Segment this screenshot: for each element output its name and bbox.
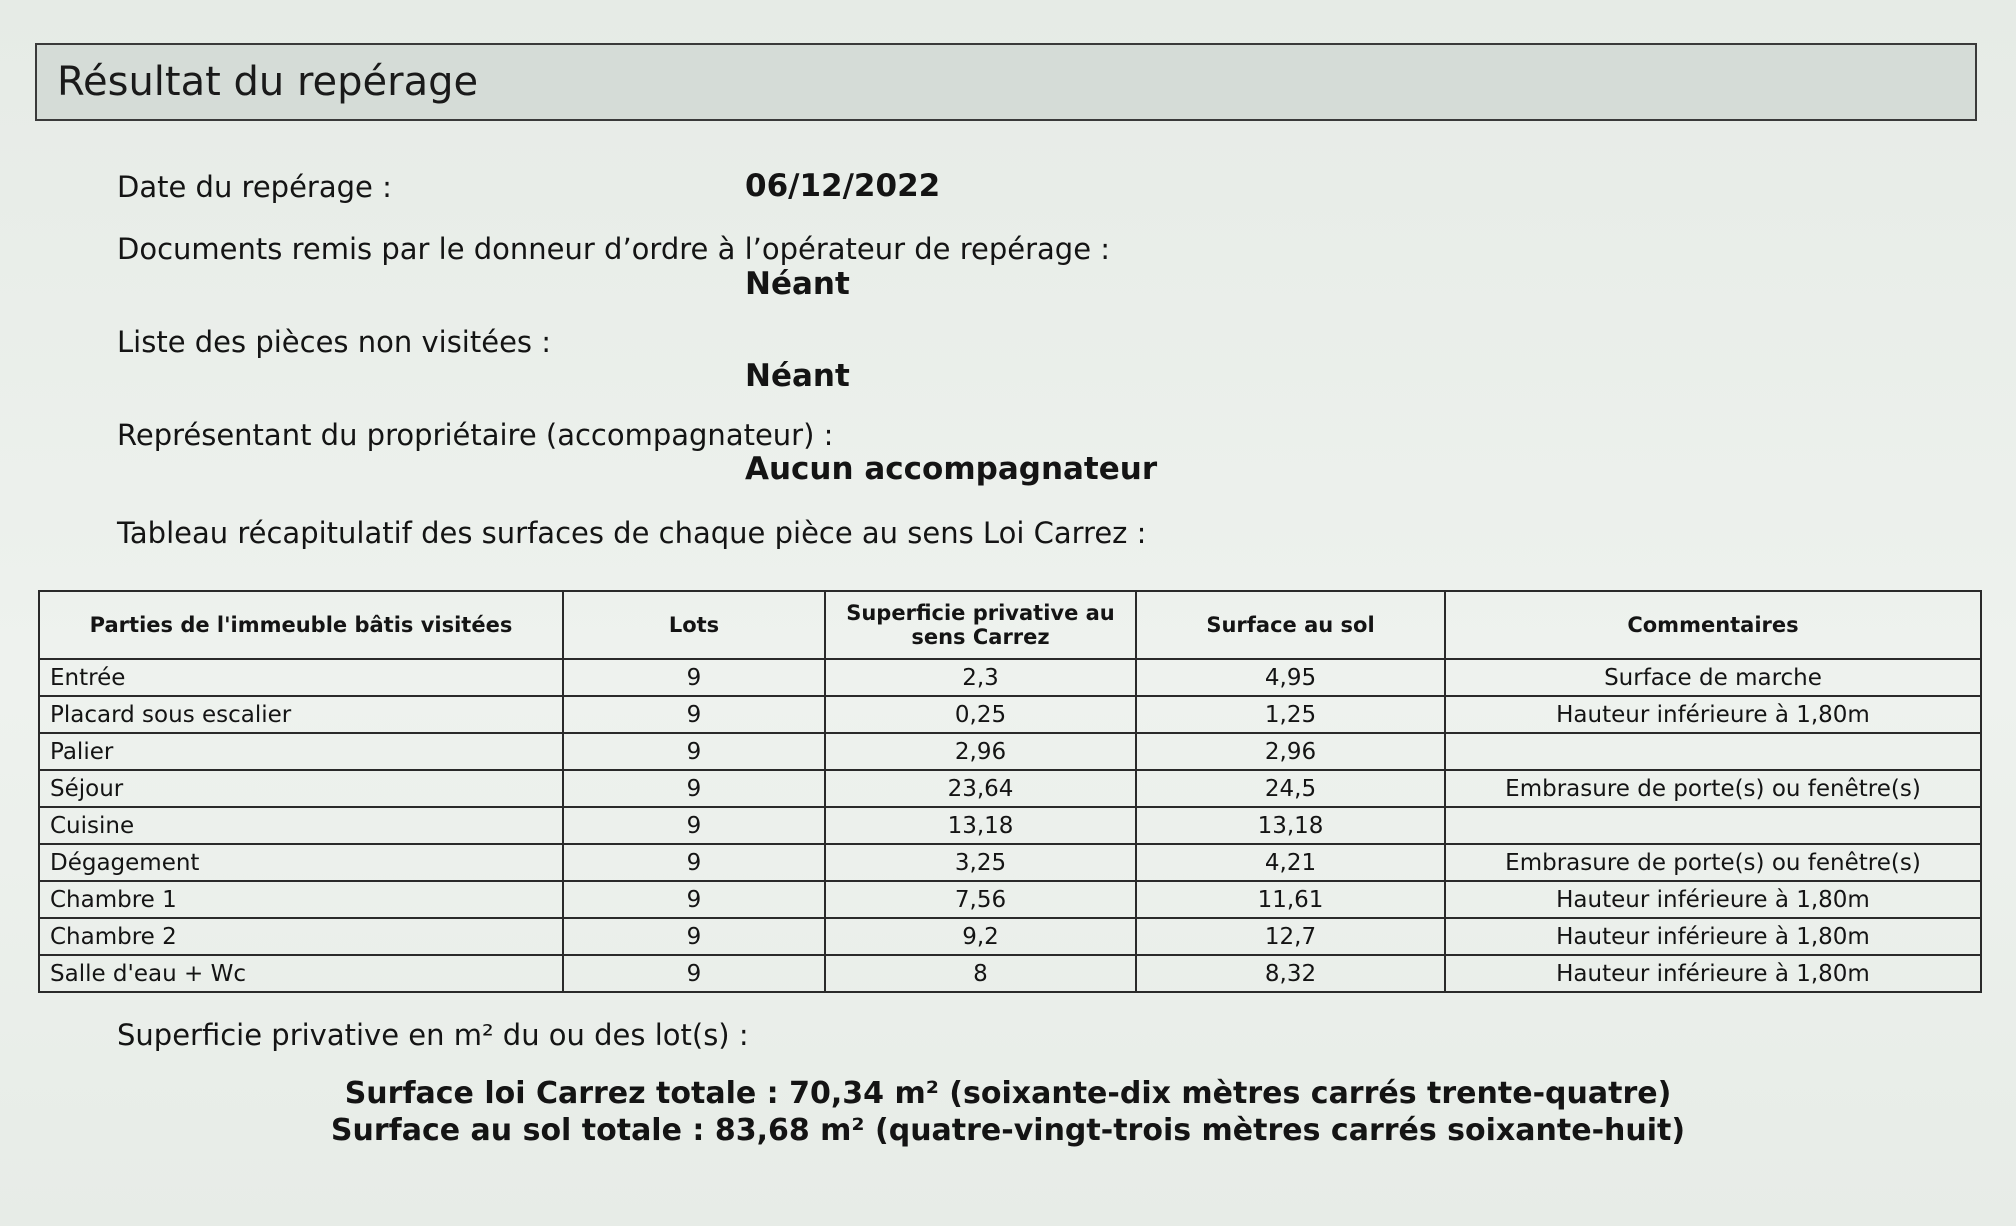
representative-label: Représentant du propriétaire (accompagnateur) : bbox=[117, 418, 834, 452]
section-title: Résultat du repérage bbox=[57, 59, 479, 105]
cell-carrez: 23,64 bbox=[825, 770, 1136, 807]
cell-comment: Hauteur inférieure à 1,80m bbox=[1445, 881, 1981, 918]
cell-comment: Hauteur inférieure à 1,80m bbox=[1445, 918, 1981, 955]
cell-comment: Embrasure de porte(s) ou fenêtre(s) bbox=[1445, 844, 1981, 881]
table-row bbox=[39, 918, 1981, 955]
table-row bbox=[39, 881, 1981, 918]
cell-carrez: 2,3 bbox=[825, 659, 1136, 696]
cell-floor: 12,7 bbox=[1136, 918, 1445, 955]
section-header bbox=[35, 43, 1977, 121]
cell-floor: 2,96 bbox=[1136, 733, 1445, 770]
date-value: 06/12/2022 bbox=[745, 168, 941, 204]
cell-floor: 11,61 bbox=[1136, 881, 1445, 918]
footer-label: Superficie privative en m² du ou des lot(s) : bbox=[117, 1018, 749, 1052]
cell-carrez: 13,18 bbox=[825, 807, 1136, 844]
cell-comment bbox=[1445, 807, 1981, 844]
table-row bbox=[39, 770, 1981, 807]
column-header-carrez: Superficie privative au sens Carrez bbox=[825, 591, 1136, 659]
cell-lot: 9 bbox=[563, 844, 825, 881]
cell-part: Entrée bbox=[39, 659, 563, 696]
cell-carrez: 0,25 bbox=[825, 696, 1136, 733]
date-label: Date du repérage : bbox=[117, 170, 392, 204]
table-row bbox=[39, 807, 1981, 844]
table-row bbox=[39, 955, 1981, 992]
documents-label: Documents remis par le donneur d’ordre à l’opérateur de repérage : bbox=[117, 232, 1111, 266]
cell-carrez: 3,25 bbox=[825, 844, 1136, 881]
cell-part: Placard sous escalier bbox=[39, 696, 563, 733]
cell-floor: 13,18 bbox=[1136, 807, 1445, 844]
cell-comment: Embrasure de porte(s) ou fenêtre(s) bbox=[1445, 770, 1981, 807]
floor-total: Surface au sol totale : 83,68 m² (quatre-vingt-trois mètres carrés soixante-huit) bbox=[330, 1113, 1686, 1148]
carrez-total: Surface loi Carrez totale : 70,34 m² (soixante-dix mètres carrés trente-quatre) bbox=[344, 1076, 1672, 1111]
cell-floor: 8,32 bbox=[1136, 955, 1445, 992]
cell-lot: 9 bbox=[563, 659, 825, 696]
cell-floor: 1,25 bbox=[1136, 696, 1445, 733]
column-header-part: Parties de l'immeuble bâtis visitées bbox=[39, 591, 563, 659]
cell-carrez: 2,96 bbox=[825, 733, 1136, 770]
cell-lot: 9 bbox=[563, 955, 825, 992]
cell-comment bbox=[1445, 733, 1981, 770]
table-row bbox=[39, 659, 1981, 696]
cell-carrez: 9,2 bbox=[825, 918, 1136, 955]
cell-lot: 9 bbox=[563, 770, 825, 807]
cell-carrez: 8 bbox=[825, 955, 1136, 992]
rooms-value: Néant bbox=[745, 358, 850, 394]
column-header-floor: Surface au sol bbox=[1136, 591, 1445, 659]
representative-value: Aucun accompagnateur bbox=[745, 451, 1158, 487]
cell-floor: 24,5 bbox=[1136, 770, 1445, 807]
cell-lot: 9 bbox=[563, 807, 825, 844]
cell-comment: Surface de marche bbox=[1445, 659, 1981, 696]
table-row bbox=[39, 844, 1981, 881]
cell-lot: 9 bbox=[563, 733, 825, 770]
surfaces-table bbox=[38, 590, 1982, 993]
cell-part: Salle d'eau + Wc bbox=[39, 955, 563, 992]
cell-part: Cuisine bbox=[39, 807, 563, 844]
documents-value: Néant bbox=[745, 266, 850, 302]
column-header-comments: Commentaires bbox=[1445, 591, 1981, 659]
cell-comment: Hauteur inférieure à 1,80m bbox=[1445, 955, 1981, 992]
cell-part: Chambre 2 bbox=[39, 918, 563, 955]
cell-lot: 9 bbox=[563, 918, 825, 955]
cell-floor: 4,95 bbox=[1136, 659, 1445, 696]
table-header-row bbox=[39, 591, 1981, 659]
table-row bbox=[39, 696, 1981, 733]
cell-part: Dégagement bbox=[39, 844, 563, 881]
rooms-label: Liste des pièces non visitées : bbox=[117, 325, 552, 359]
cell-comment: Hauteur inférieure à 1,80m bbox=[1445, 696, 1981, 733]
table-intro: Tableau récapitulatif des surfaces de chaque pièce au sens Loi Carrez : bbox=[117, 516, 1147, 550]
cell-carrez: 7,56 bbox=[825, 881, 1136, 918]
cell-lot: 9 bbox=[563, 696, 825, 733]
cell-lot: 9 bbox=[563, 881, 825, 918]
cell-part: Palier bbox=[39, 733, 563, 770]
column-header-lots: Lots bbox=[563, 591, 825, 659]
cell-part: Chambre 1 bbox=[39, 881, 563, 918]
cell-floor: 4,21 bbox=[1136, 844, 1445, 881]
table-row bbox=[39, 733, 1981, 770]
cell-part: Séjour bbox=[39, 770, 563, 807]
